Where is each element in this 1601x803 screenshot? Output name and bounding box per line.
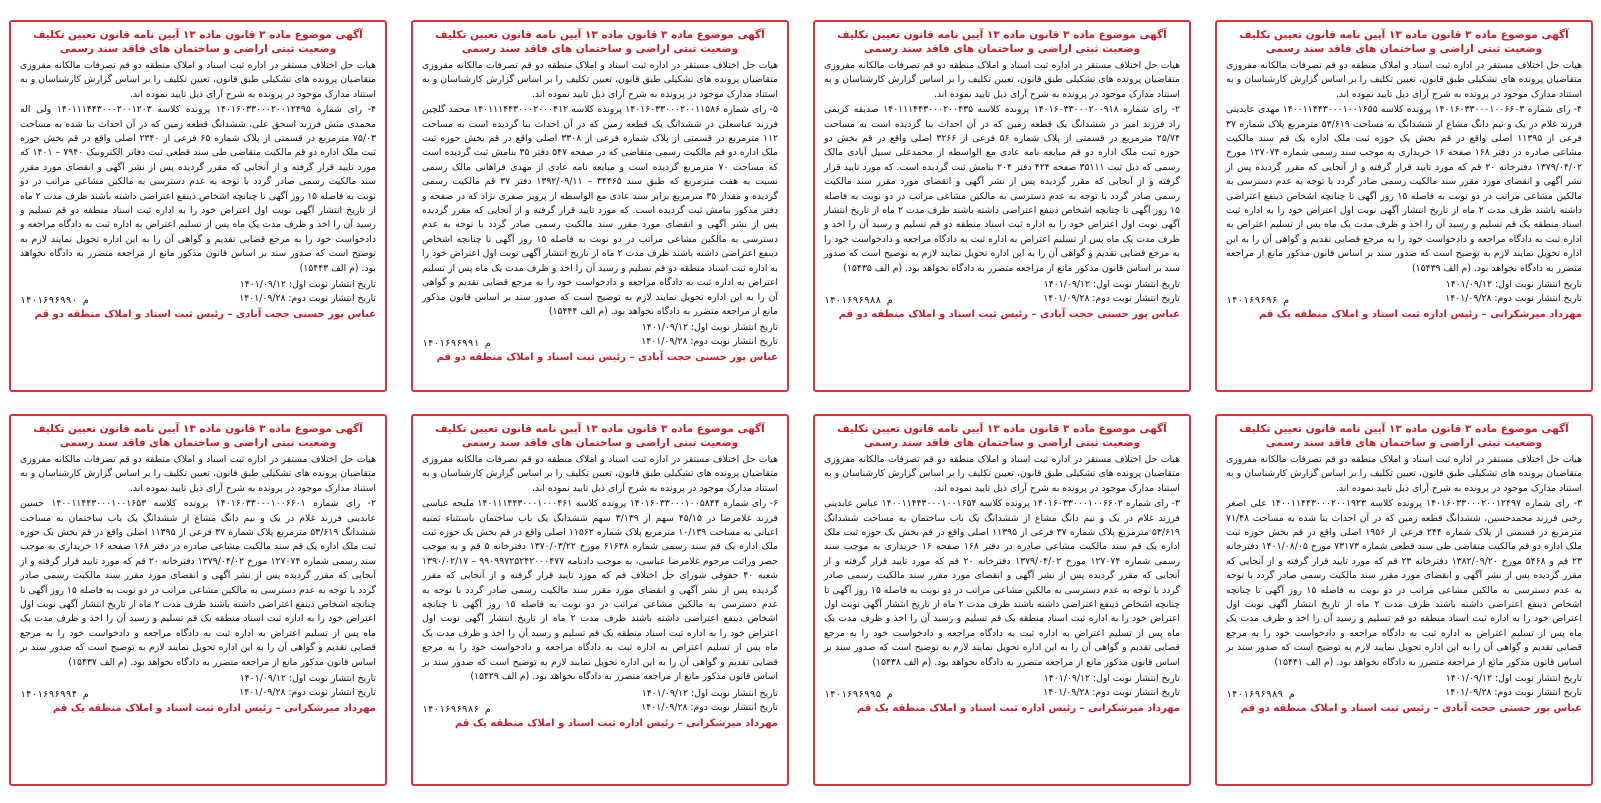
notice-title-line1: آگهی موضوع ماده ۳ قانون ماده ۱۳ آیین نامه قانون تعیین تکلیف — [837, 29, 1167, 41]
notice-signature: عباس پور حسنی حجت آبادی – رئیس ثبت اسناد و املاک منطقه دو قم — [838, 309, 1180, 321]
notice-title-line1: آگهی موضوع ماده ۳ قانون ماده ۱۳ آیین نامه قانون تعیین تکلیف — [837, 423, 1167, 435]
legal-notice-card — [9, 20, 387, 392]
second-publish-date: تاریخ انتشار نوبت دوم: ۱۴۰۱/۰۹/۲۸ — [1043, 687, 1180, 699]
notice-body: ۳- رای شماره ۱۴۰۱۶۰۳۳۰۰۰۲۰۰۱۲۴۹۷ پرونده کلاسه ۱۴۰۰۱۱۴۴۳۰۰۰۲۰۰۱۹۲۳ علی اصغر رجبی فرزند محمدحسین، ششدانگ قطعه زمین که در آن احداث بنا شده به مساحت ۷۱/۴۸ مترمربع در قسمتی از پلاک شماره ۲۴۴ فرعی از ۱۹۵۶ اصلی واقع در قم بخش حوزه ثبت ملک اداره دو قم مالکیت متقاضی طی سند قطعی شماره ۷۳۱۷۳ مورخ ۱۴۰۱/۰۸/۰۵ دفترخانه ۲۳ قم و ۵۴۶۸ مورخ ۱۳۸۲/۰۹/۲۰ دفترخانه ۲۳ قم که مورد تایید قرار گرفته و از آنجایی که مقرر گردیده پس از نشر آگهی و انقضای مورد مقرر سند مالکیت رسمی صادر گردد با توجه به عدم دسترسی به مالکین مشاعی مراتب در دو نوبت به فاصله ۱۵ روز آگهی تا چنانچه اشخاص ذینفع اعتراضی داشته باشند ظرف مدت ۲ ماه از تاریخ انتشار آگهی نوبت اول اعتراض خود را به اداره ثبت اسناد منطقه دو قم تسلیم و رسید آن را اخذ و ظرف مدت یک ماه پس از تسلیم اعتراض به اداره ثبت به دادگاه مراجعه و دادخواست خود را به مرجع قضایی تقدیم و گواهی آن را به این اداره تحویل نمایند لازم به توضیح است که صدور سند بر اساس قانون مذکور مانع از مراجعه متضرر به دادگاه نخواهد بود. (م الف ۱۵۴۴۱) — [1226, 498, 1582, 668]
notice-signature: عباس پور حسنی حجت آبادی – رئیس ثبت اسناد و املاک منطقه دو قم — [1240, 703, 1582, 715]
legal-notice-card — [813, 20, 1191, 392]
first-publish-date: تاریخ انتشار نوبت اول: ۱۴۰۱/۰۹/۱۲ — [1043, 673, 1180, 685]
notice-intro: هیات حل اختلاف مستقر در اداره ثبت اسناد و املاک منطقه دو قم تصرفات مالکانه مفروزی متقاضیان پرونده های تشکیلی طبق قانون، تعیین تکلیف را بر اساس گزارش کارشناسان و به استناد مدارک موجود در پرونده به شرح آرای ذیل تایید نموده اند. — [20, 60, 376, 100]
notice-signature: عباس پور حسنی حجت آبادی – رئیس ثبت اسناد و املاک منطقه دو قم — [34, 309, 376, 321]
legal-notice-card — [1215, 414, 1593, 786]
notice-intro: هیات حل اختلاف مستقر در اداره ثبت اسناد و املاک منطقه دو قم تصرفات مالکانه مفروزی متقاضیان پرونده های تشکیلی طبق قانون، تعیین تکلیف را بر اساس گزارش کارشناسان و به استناد مدارک موجود در پرونده به شرح آرای ذیل تایید نموده اند. — [1226, 454, 1582, 494]
first-publish-date: تاریخ انتشار نوبت اول: ۱۴۰۱/۰۹/۱۲ — [1445, 673, 1582, 685]
notice-signature: مهرداد میرشکرانی – رئیس اداره ثبت اسناد و املاک منطقه یک قم — [52, 703, 376, 715]
legal-notice-card — [411, 414, 789, 786]
notice-signature: مهرداد میرشکرانی – رئیس اداره ثبت اسناد و املاک منطقه یک قم — [454, 717, 778, 729]
notice-signature: عباس پور حسنی حجت آبادی – رئیس ثبت اسناد و املاک منطقه دو قم — [436, 352, 778, 364]
notice-dates — [422, 321, 778, 349]
notice-title-line1: آگهی موضوع ماده ۳ قانون ماده ۱۳ آیین نامه قانون تعیین تکلیف — [33, 29, 363, 41]
notice-signature: مهرداد میرشکرانی – رئیس اداره ثبت اسناد و املاک منطقه یک قم — [1258, 309, 1582, 321]
second-publish-date: تاریخ انتشار نوبت دوم: ۱۴۰۱/۰۹/۲۸ — [239, 687, 376, 699]
notice-intro: هیات حل اختلاف مستقر در اداره ثبت اسناد و املاک منطقه دو قم تصرفات مالکانه مفروزی متقاضیان پرونده های تشکیلی طبق قانون، تعیین تکلیف را بر اساس گزارش کارشناسان و به استناد مدارک موجود در پرونده به شرح آرای ذیل تایید نموده اند. — [824, 60, 1180, 100]
notice-code: ۱۴۰۱۶۹۶۹۹۴ م — [20, 689, 89, 701]
notice-intro: هیات حل اختلاف مستقر در اداره ثبت اسناد و املاک منطقه دو قم تصرفات مالکانه مفروزی متقاضیان پرونده های تشکیلی طبق قانون، تعیین تکلیف را بر اساس گزارش کارشناسان و به استناد مدارک موجود در پرونده به شرح آرای ذیل تایید نموده اند. — [422, 454, 778, 494]
notice-code: ۱۴۰۱۶۹۶۹۸۸ م — [824, 295, 893, 307]
notice-dates — [824, 278, 1180, 306]
second-publish-date: تاریخ انتشار نوبت دوم: ۱۴۰۱/۰۹/۲۸ — [641, 701, 778, 713]
notice-code: ۱۴۰۱۶۹۶۹۹۰ م — [20, 295, 89, 307]
notice-title-line1: آگهی موضوع ماده ۳ قانون ماده ۱۳ آیین نامه قانون تعیین تکلیف — [1239, 29, 1569, 41]
notice-body: ۵- رای شماره ۱۴۰۱۶۰۳۳۰۰۰۲۰۰۱۱۵۸۶ پرونده کلاسه ۱۴۰۱۱۱۴۴۳۰۰۰۲۰۰۰۴۱۲ محمد گلچین فرزند عباسعلی در ششدانگ یک قطعه زمین که در آن احداث بنا گردیده است به مساحت ۱۱۲ مترمربع در قسمتی از پلاک شماره فرعی از ۳۳۰۸ اصلی واقع در قم بخش حوزه ثبت ملک اداره دو قم مالکیت رسمی متقاضی که در صفحه ۵۴۷ دفتر ۳۵ بنامش ثبت گردیده است که مساحت ۷۰ مترمربع گردیده است و مبایعه نامه عادی از مهدی فراهانی مالک رسمی نسبت به هفت مترمربع که طبق سند ۳۴۴۶۵ – ۱۳۹۲/۰۹/۱۱ دفتر ۳۷ قم مالکیت رسمی گردیده و مقدار ۳۵ مترمربع برابر سند عادی مع الواسطه از پرویز صفری نژاد که در صفحه و دفتر مذکور بنامش ثبت گردیده است. که مورد تایید قرار گرفته و از آنجایی که مقرر گردیده پس از نشر آگهی و انقضای مورد مقرر سند مالکیت رسمی صادر گردد با توجه به عدم دسترسی به مالکین مشاعی مراتب در دو نوبت به فاصله ۱۵ روز آگهی تا چنانچه اشخاص ذینفع اعتراضی داشته باشند ظرف مدت ۲ ماه از تاریخ انتشار آگهی نوبت اول اعتراض خود را به اداره ثبت اسناد منطقه دو قم تسلیم و رسید آن را اخذ و ظرف مدت یک ماه پس از تسلیم اعتراض به اداره ثبت به دادگاه مراجعه و دادخواست خود را به مرجع قضایی تقدیم و گواهی آن را به این اداره تحویل نمایند لازم به توضیح است که صدور سند بر اساس قانون مذکور مانع از مراجعه متضرر به دادگاه نخواهد بود. (م الف ۱۵۴۴۴) — [422, 104, 779, 317]
notice-body: ۴- رای شماره ۱۴۰۱۶۰۳۳۰۰۰۲۰۰۱۲۴۹۵ پرونده کلاسه ۱۴۰۱۱۱۴۴۳۰۰۰۲۰۰۱۲۰۳ ولی اله محمدی منش فرزند اسحق علی، ششدانگ قطعه زمین که در آن احداث بنا شده به مساحت ۷۵/۰۳ مترمربع در قسمتی از پلاک شماره ۶۵ فرعی از ۲۳۴۰ اصلی واقع در قم بخش حوزه ثبت ملک اداره دو قم مالکیت متقاضی طی سند قطعی ثبت دفاتر الکترونیک ۷۹۴۰ – ۱۴۰۱ که مورد تایید قرار گرفته و از آنجایی که مقرر گردیده پس از نشر آگهی و انقضای مورد مقرر سند مالکیت رسمی صادر گردد با توجه به عدم دسترسی به مالکین مشاعی مراتب در دو نوبت به فاصله ۱۵ روز آگهی تا چنانچه اشخاص ذینفع اعتراضی داشته باشند ظرف مدت ۲ ماه از تاریخ انتشار آگهی نوبت اول اعتراض خود را به اداره ثبت اسناد منطقه دو قم تسلیم و رسید آن را اخذ و ظرف مدت یک ماه پس از تسلیم اعتراض به اداره ثبت به دادگاه مراجعه و دادخواست خود را به مرجع قضایی تقدیم و گواهی آن را به این اداره تحویل نمایند لازم به توضیح است که صدور سند بر اساس قانون مذکور مانع از مراجعه متضرر به دادگاه نخواهد بود. (م الف ۱۵۴۴۳) — [20, 104, 377, 274]
notice-title-line2: وضعیت ثبتی اراضی و ساختمان های فاقد سند رسمی — [863, 437, 1141, 449]
notice-title-line2: وضعیت ثبتی اراضی و ساختمان های فاقد سند رسمی — [59, 437, 337, 449]
notice-code: ۱۴۰۱۶۹۶۹۸۹ م — [1226, 689, 1295, 701]
legal-notice-card — [813, 414, 1191, 786]
notice-title-line2: وضعیت ثبتی اراضی و ساختمان های فاقد سند رسمی — [59, 43, 337, 55]
first-publish-date: تاریخ انتشار نوبت اول: ۱۴۰۱/۰۹/۱۲ — [1445, 279, 1582, 291]
first-publish-date: تاریخ انتشار نوبت اول: ۱۴۰۱/۰۹/۱۲ — [239, 279, 376, 291]
notice-body: ۶- رای شماره ۱۴۰۱۶۰۳۳۰۰۰۱۰۰۵۸۴۴ پرونده کلاسه ۱۴۰۱۱۱۴۴۳۰۰۰۱۰۰۰۴۶۱ ملیحه عباسی فرزند غلامرضا در ۴۵/۱۵ سهم از ۳/۱۳۹ سهم ششدانگ یک باب ساختمان باستثناء ثمنیه اعیانی به مساحت ۱۰/۱۳۹ مترمربع پلاک شماره ۱۱۵۶۲ اصلی واقع در قم بخش یک حوزه ثبت ملک اداره یک قم سند رسمی شماره ۶۱۶۳۸ مورخ ۱۳۷۰/۰۳/۲۲ دفترخانه ۵ قم و به موجب حصر وراثت مرحوم غلامرضا عباسی، به موجب دادنامه ۹۹۰۹۹۷۲۵۲۴۲۰۰۰۴۷۷ – ۱۳۹۰/۰۲/۱۷ شعبه ۴۰ حقوقی شورای حل اختلاف قم که مورد تایید قرار گرفته و از آنجایی که مقرر گردیده پس از نشر آگهی و انقضای مورد مقرر سند مالکیت رسمی صادر گردد با توجه به عدم دسترسی به مالکین مشاعی مراتب در دو نوبت به فاصله ۱۵ روز آگهی تا چنانچه اشخاص ذینفع اعتراضی داشته باشند ظرف مدت ۲ ماه از تاریخ انتشار آگهی نوبت اول اعتراض خود را به اداره ثبت اسناد منطقه یک قم تسلیم و رسید آن را اخذ و ظرف مدت یک ماه پس از تسلیم اعتراض به اداره ثبت به دادگاه مراجعه و دادخواست خود را به مرجع قضایی تقدیم و گواهی آن را به این اداره تحویل نمایند لازم به توضیح است که صدور سند بر اساس قانون مذکور مانع از مراجعه متضرر به دادگاه نخواهد بود. (م الف ۱۵۴۲۹) — [422, 498, 779, 683]
notice-title-line1: آگهی موضوع ماده ۳ قانون ماده ۱۳ آیین نامه قانون تعیین تکلیف — [1239, 423, 1569, 435]
notice-intro: هیات حل اختلاف مستقر در اداره ثبت اسناد و املاک منطقه دو قم تصرفات مالکانه مفروزی متقاضیان پرونده های تشکیلی طبق قانون، تعیین تکلیف را بر اساس گزارش کارشناسان و به استناد مدارک موجود در پرونده به شرح آرای ذیل تایید نموده اند. — [824, 454, 1180, 494]
notice-intro: هیات حل اختلاف مستقر در اداره ثبت اسناد و املاک منطقه دو قم تصرفات مالکانه مفروزی متقاضیان پرونده های تشکیلی طبق قانون، تعیین تکلیف را بر اساس گزارش کارشناسان و به استناد مدارک موجود در پرونده به شرح آرای ذیل تایید نموده اند. — [20, 454, 376, 494]
second-publish-date: تاریخ انتشار نوبت دوم: ۱۴۰۱/۰۹/۲۸ — [239, 293, 376, 305]
notice-code: ۱۴۰۱۶۹۶۹۶ م — [1226, 295, 1289, 307]
notice-dates — [20, 672, 376, 700]
notices-grid — [8, 20, 1593, 786]
notice-body: ۳- رای شماره ۱۴۰۱۶۰۳۳۰۰۰۱۰۰۶۶۰۲ پرونده کلاسه ۱۴۰۰۱۱۴۴۳۰۰۰۱۰۰۱۶۵۴ عباس عابدینی فرزند غلام در یک و نیم دانگ مشاع از ششدانگ یک باب ساختمان به مساحت ششدانگ ۵۳/۶۱۹ مترمربع پلاک شماره ۳۷ فرعی از ۱۱۳۹۵ اصلی واقع در قم بخش یک حوزه ثبت ملک اداره یک قم سند مالکیت مشاعی صادره در دفتر ۱۶۸ صفحه ۱۶ خریداری به موجب سند رسمی شماره ۱۲۷۰۷۴ مورخ ۱۳۷۹/۰۴/۰۲ دفترخانه ۲۰ قم که مورد تایید قرار گرفته و از آنجایی که مقرر گردیده پس از نشر آگهی و انقضای مورد مقرر سند مالکیت رسمی صادر گردد با توجه به عدم دسترسی به مالکین مشاعی مراتب در دو نوبت به فاصله ۱۵ روز آگهی تا چنانچه اشخاص ذینفع اعتراضی داشته باشند ظرف مدت ۲ ماه از تاریخ انتشار آگهی نوبت اول اعتراض خود را به اداره ثبت اسناد منطقه یک قم تسلیم و رسید آن را اخذ و ظرف مدت یک ماه پس از تسلیم اعتراض به اداره ثبت به دادگاه مراجعه و دادخواست خود را به مرجع قضایی تقدیم و گواهی آن را به این اداره تحویل نمایند لازم به توضیح است که صدور سند بر اساس قانون مذکور مانع از مراجعه متضرر به دادگاه نخواهد بود. (م الف ۱۵۴۳۸) — [823, 498, 1181, 668]
notice-title-line1: آگهی موضوع ماده ۳ قانون ماده ۱۳ آیین نامه قانون تعیین تکلیف — [33, 423, 363, 435]
notice-code: ۱۴۰۱۶۹۶۹۹۱ م — [422, 338, 491, 350]
notice-intro: هیات حل اختلاف مستقر در اداره ثبت اسناد و املاک منطقه دو قم تصرفات مالکانه مفروزی متقاضیان پرونده های تشکیلی طبق قانون، تعیین تکلیف را بر اساس گزارش کارشناسان و به استناد مدارک موجود در پرونده به شرح آرای ذیل تایید نموده اند. — [1226, 60, 1582, 100]
first-publish-date: تاریخ انتشار نوبت اول: ۱۴۰۱/۰۹/۱۲ — [641, 687, 778, 699]
notice-title-line2: وضعیت ثبتی اراضی و ساختمان های فاقد سند رسمی — [863, 43, 1141, 55]
notice-title-line2: وضعیت ثبتی اراضی و ساختمان های فاقد سند رسمی — [461, 437, 739, 449]
notice-title-line2: وضعیت ثبتی اراضی و ساختمان های فاقد سند رسمی — [1265, 437, 1543, 449]
second-publish-date: تاریخ انتشار نوبت دوم: ۱۴۰۱/۰۹/۲۸ — [1445, 293, 1582, 305]
notice-code: ۱۴۰۱۶۹۶۹۹۵ م — [824, 689, 893, 701]
notice-title-line1: آگهی موضوع ماده ۳ قانون ماده ۱۳ آیین نامه قانون تعیین تکلیف — [435, 29, 765, 41]
notice-body: ۴- رای شماره ۱۴۰۱۶۰۳۳۰۰۰۱۰۰۶۶۰۳ پرونده کلاسه ۱۴۰۰۱۱۴۴۳۰۰۰۱۰۰۱۶۵۵ مهدی عابدینی فرزند غلام در یک و نیم دانگ مشاع از ششدانگ به مساحت ۵۳/۶۱۹ مترمربع پلاک شماره ۳۷ فرعی از ۱۱۳۹۵ اصلی واقع در قم بخش یک حوزه ثبت ملک اداره یک قم سند مالکیت مشاعی صادره در دفتر ۱۶۸ صفحه ۱۶ خریداری به موجب سند رسمی شماره ۱۲۷۰۷۴ مورخ ۱۳۷۹/۰۴/۰۲ دفترخانه ۲۰ قم که مورد تایید قرار گرفته و از آنجایی که مقرر گردیده پس از نشر آگهی و انقضای مورد مقرر سند مالکیت رسمی صادر گردد با توجه به عدم دسترسی به مالکین مشاعی مراتب در دو نوبت به فاصله ۱۵ روز آگهی تا چنانچه اشخاص ذینفع اعتراضی داشته باشند ظرف مدت ۲ ماه از تاریخ انتشار آگهی نوبت اول اعتراض خود را به اداره ثبت اسناد منطقه یک قم تسلیم و رسید آن را اخذ و ظرف مدت یک ماه پس از تسلیم اعتراض به اداره ثبت به دادگاه مراجعه و دادخواست خود را به مرجع قضایی تقدیم و گواهی آن را به این اداره تحویل نمایند لازم به توضیح است که صدور سند بر اساس قانون مذکور مانع از مراجعه متضرر به دادگاه نخواهد بود. (م الف ۱۵۴۳۹) — [1226, 104, 1582, 274]
first-publish-date: تاریخ انتشار نوبت اول: ۱۴۰۱/۰۹/۱۲ — [641, 322, 778, 334]
notice-body: ۲- رای شماره ۱۴۰۱۶۰۳۳۰۰۰۱۰۰۶۶۰۱ پرونده کلاسه ۱۴۰۰۱۱۴۴۳۰۰۰۱۰۰۱۶۵۳ حسین عابدینی فرزند غلام در یک و نیم دانگ مشاع از ششدانگ یک باب ساختمان به مساحت ششدانگ ۵۳/۶۱۹ مترمربع پلاک شماره ۳۷ فرعی از ۱۱۳۹۵ اصلی واقع در قم بخش یک حوزه ثبت ملک اداره یک قم سند مالکیت مشاعی صادره در دفتر ۱۶۸ صفحه ۱۶ خریداری به موجب سند رسمی شماره ۱۲۷۰۷۴ مورخ ۱۳۷۹/۰۴/۰۲ دفترخانه ۲۰ قم که مورد تایید قرار گرفته و از آنجایی که مقرر گردیده پس از نشر آگهی و انقضای مورد مقرر سند مالکیت رسمی صادر گردد با توجه به عدم دسترسی به مالکین مشاعی مراتب در دو نوبت به فاصله ۱۵ روز آگهی تا چنانچه اشخاص ذینفع اعتراضی داشته باشند ظرف مدت ۲ ماه از تاریخ انتشار آگهی نوبت اول اعتراض خود را به اداره ثبت اسناد منطقه یک قم تسلیم و رسید آن را اخذ و ظرف مدت یک ماه پس از تسلیم اعتراض به اداره ثبت به دادگاه مراجعه و دادخواست خود را به مرجع قضایی تقدیم و گواهی آن را به این اداره تحویل نمایند لازم به توضیح است که صدور سند بر اساس قانون مذکور مانع از مراجعه متضرر به دادگاه نخواهد بود. (م الف ۱۵۴۳۷) — [19, 498, 377, 668]
notice-dates — [20, 278, 376, 306]
notice-title-line1: آگهی موضوع ماده ۳ قانون ماده ۱۳ آیین نامه قانون تعیین تکلیف — [435, 423, 765, 435]
notice-signature: مهرداد میرشکرانی – رئیس اداره ثبت اسناد و املاک منطقه یک قم — [856, 703, 1180, 715]
notice-title-line2: وضعیت ثبتی اراضی و ساختمان های فاقد سند رسمی — [461, 43, 739, 55]
first-publish-date: تاریخ انتشار نوبت اول: ۱۴۰۱/۰۹/۱۲ — [1043, 279, 1180, 291]
notice-title-line2: وضعیت ثبتی اراضی و ساختمان های فاقد سند رسمی — [1265, 43, 1543, 55]
second-publish-date: تاریخ انتشار نوبت دوم: ۱۴۰۱/۰۹/۲۸ — [1445, 687, 1582, 699]
notice-dates — [1226, 672, 1582, 700]
legal-notice-card — [1215, 20, 1593, 392]
second-publish-date: تاریخ انتشار نوبت دوم: ۱۴۰۱/۰۹/۲۸ — [641, 336, 778, 348]
legal-notice-card — [411, 20, 789, 392]
notice-body: ۲- رای شماره ۱۴۰۱۶۰۳۳۰۰۰۲۰۰۹۱۸ پرونده کلاسه ۱۴۰۱۱۱۴۴۳۰۰۰۲۰۰۴۳۵ صدیقه کریمی راد فرزند امیر در ششدانگ یک قطعه زمین که در آن احداث بنا گردیده است به مساحت ۲۵/۷۴ مترمربع در قسمتی از پلاک شماره ۵۶ فرعی از ۳۲۶۶ اصلی واقع در قم بخش دو حوزه ثبت ملک اداره دو قم مبایعه نامه عادی مع الواسطه از محمدعلی سبیل آبادی مالک رسمی که ذیل ثبت ۳۵۱۱۱ صفحه ۴۲۴ دفتر ۲۰۴ بنامش ثبت گردیده است. که مورد تایید قرار گرفته و از آنجایی که مقرر گردیده پس از نشر آگهی و انقضای مورد مقرر سند مالکیت رسمی صادر گردد با توجه به عدم دسترسی به مالکین مشاعی مراتب در دو نوبت به فاصله ۱۵ روز آگهی تا چنانچه اشخاص ذینفع اعتراضی داشته باشند ظرف مدت ۲ ماه از تاریخ انتشار آگهی نوبت اول اعتراض خود را به اداره ثبت اسناد منطقه دو قم تسلیم و رسید آن را اخذ و ظرف مدت یک ماه پس از تسلیم اعتراض به اداره ثبت به دادگاه مراجعه و دادخواست خود را به مرجع قضایی تقدیم و گواهی آن را به این اداره تحویل نمایند لازم به توضیح است که صدور سند بر اساس قانون مذکور مانع از مراجعه متضرر به دادگاه نخواهد بود. (م الف ۱۵۴۳۵) — [824, 104, 1180, 274]
notice-intro: هیات حل اختلاف مستقر در اداره ثبت اسناد و املاک منطقه دو قم تصرفات مالکانه مفروزی متقاضیان پرونده های تشکیلی طبق قانون، تعیین تکلیف را بر اساس گزارش کارشناسان و به استناد مدارک موجود در پرونده به شرح آرای ذیل تایید نموده اند. — [422, 60, 778, 100]
notice-dates — [824, 672, 1180, 700]
notice-code: ۱۴۰۱۶۹۶۹۸۶ م — [422, 703, 491, 715]
legal-notice-card — [9, 414, 387, 786]
first-publish-date: تاریخ انتشار نوبت اول: ۱۴۰۱/۰۹/۱۲ — [239, 673, 376, 685]
notice-dates — [1226, 278, 1582, 306]
second-publish-date: تاریخ انتشار نوبت دوم: ۱۴۰۱/۰۹/۲۸ — [1043, 293, 1180, 305]
notice-dates — [422, 687, 778, 715]
